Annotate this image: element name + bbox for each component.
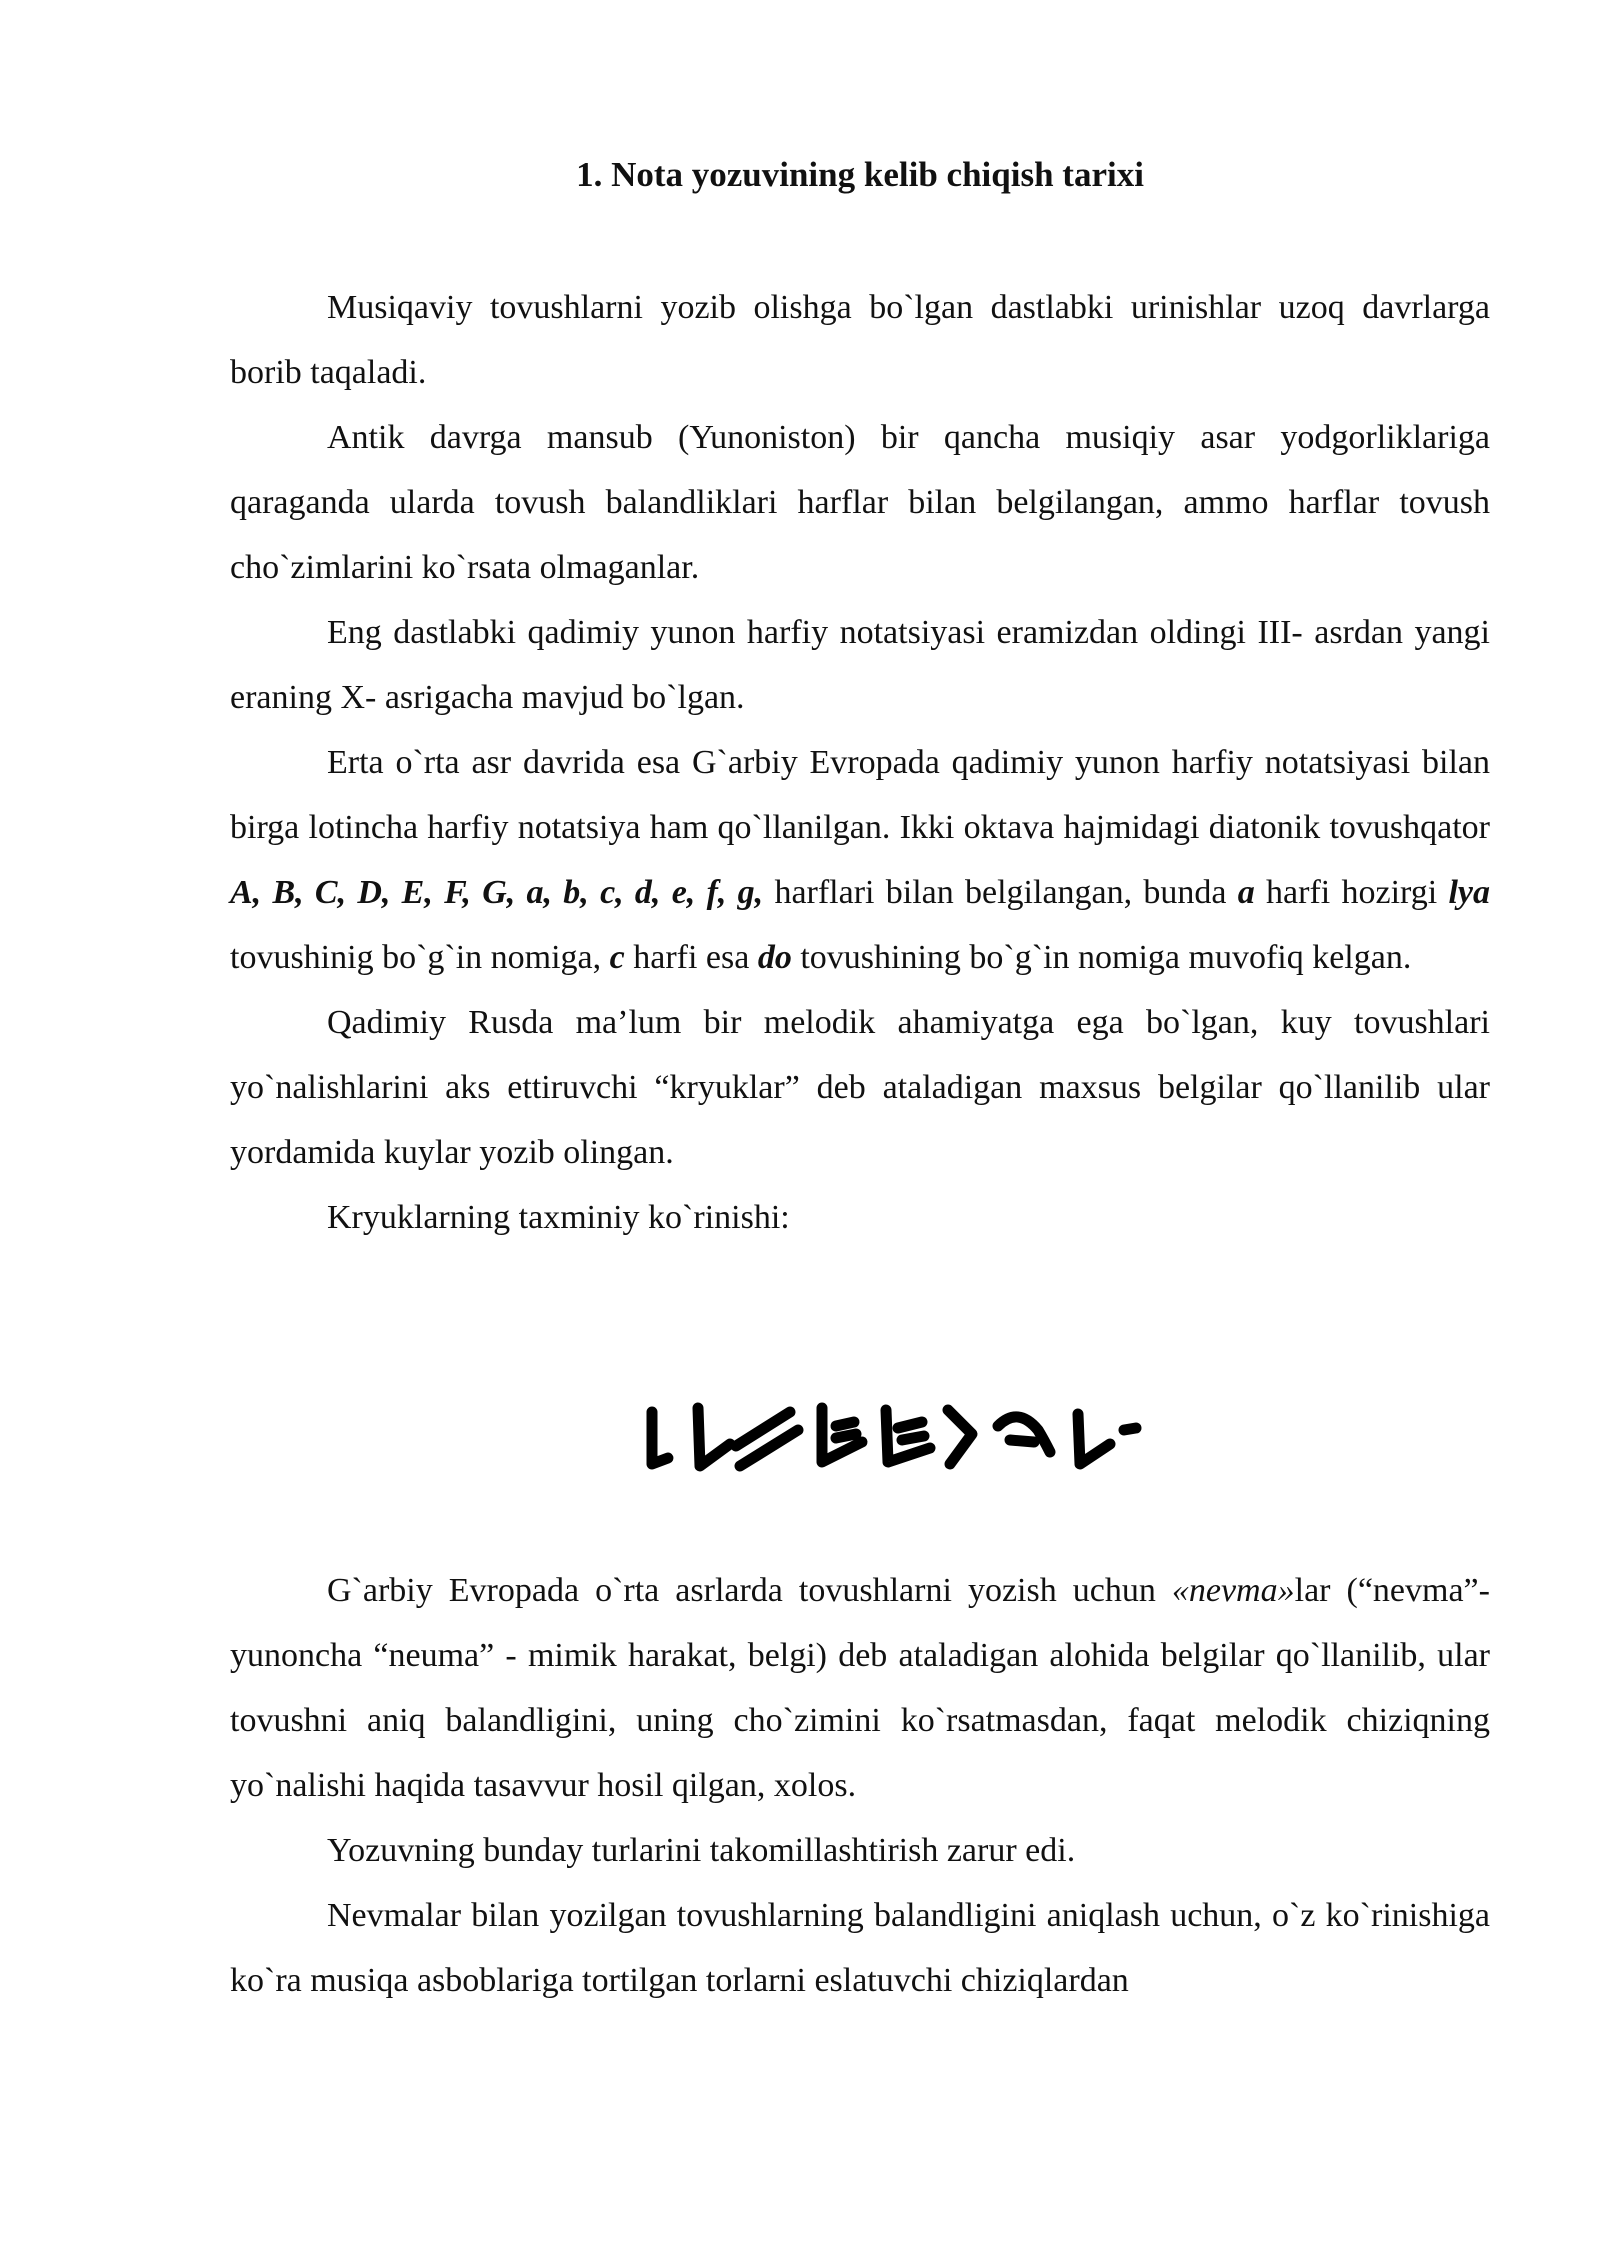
letter-a: a <box>1237 874 1255 911</box>
paragraph-7-text-1: G`arbiy Evropada o`rta asrlarda tovushlarni yozish uchun <box>327 1572 1172 1609</box>
paragraph-4-text-5: harfi esa <box>624 939 758 976</box>
nevma-term: «nevma» <box>1171 1572 1295 1609</box>
paragraph-8: Yozuvning bunday turlarini takomillashtirish zarur edi. <box>327 1832 1076 1869</box>
text-block-upper <box>230 275 1490 1250</box>
kryuk-signs-icon <box>640 1400 1170 1480</box>
kryuk-sign-6 <box>948 1410 972 1464</box>
note-letters: A, B, C, D, E, F, G, a, b, c, d, e, f, g, <box>230 874 764 911</box>
paragraph-4-text-1: Erta o`rta asr davrida esa G`arbiy Evropada qadimiy yunon harfiy notatsiyasi bilan birga lotincha harfiy notatsiya ham qo`llanilgan. Ikki oktava hajmidagi diatonik tovushqator <box>230 744 1490 846</box>
kryuk-sign-7 <box>998 1417 1050 1452</box>
paragraph-7-text-2: lar (“nevma”-yunoncha “neuma” - mimik harakat, belgi) deb ataladigan alohida belgilar qo`llanilib, ular tovushni aniq balandligini, uning cho`zimini ko`rsatmasdan, faqat melodik chiziqning yo`nalishi haqida tasavvur hosil qilgan, xolos. <box>230 1572 1490 1804</box>
syllable-lya: lya <box>1448 874 1491 911</box>
paragraph-4-text-3: harfi hozirgi <box>1254 874 1449 911</box>
syllable-do: do <box>757 939 792 976</box>
kryuk-sign-8 <box>1078 1414 1136 1464</box>
paragraph-7 <box>230 1558 1490 1818</box>
paragraph-6: Kryuklarning taxminiy ko`rinishi: <box>327 1199 790 1236</box>
paragraph-1: Musiqaviy tovushlarni yozib olishga bo`lgan dastlabki urinishlar uzoq davrlarga borib taqaladi. <box>230 289 1490 391</box>
paragraph-4 <box>230 730 1490 990</box>
paragraph-9: Nevmalar bilan yozilgan tovushlarning balandligini aniqlash uchun, o`z ko`rinishiga ko`ra musiqa asboblariga tortilgan torlarni eslatuvchi chiziqlardan <box>230 1897 1490 1999</box>
paragraph-3: Eng dastlabki qadimiy yunon harfiy notatsiyasi eramizdan oldingi III- asrdan yangi eraning X- asrigacha mavjud bo`lgan. <box>230 614 1490 716</box>
paragraph-4-text-6: tovushining bo`g`in nomiga muvofiq kelgan. <box>791 939 1412 976</box>
kryuk-sign-1 <box>652 1412 668 1464</box>
paragraph-4-text-2: harflari bilan belgilangan, bunda <box>763 874 1238 911</box>
kryuk-sign-5 <box>886 1410 930 1462</box>
kryuk-sign-3 <box>736 1412 798 1466</box>
paragraph-2: Antik davrga mansub (Yunoniston) bir qancha musiqiy asar yodgorliklariga qaraganda ularda tovush balandliklari harflar bilan belgilangan, ammo harflar tovush cho`zimlarini ko`rsata olmaganlar. <box>230 419 1490 586</box>
letter-c: c <box>609 939 625 976</box>
paragraph-5: Qadimiy Rusda ma’lum bir melodik ahamiyatga ega bo`lgan, kuy tovushlari yo`nalishlarini aks ettiruvchi “kryuklar” deb ataladigan maxsus belgilar qo`llanilib ular yordamida kuylar yozib olingan. <box>230 1004 1490 1171</box>
paragraph-4-text-4: tovushinig bo`g`in nomiga, <box>230 939 610 976</box>
page-title: 1. Nota yozuvining kelib chiqish tarixi <box>576 155 1144 194</box>
kryuk-sign-4 <box>822 1408 862 1462</box>
text-block-lower <box>230 1558 1490 2013</box>
kryuk-sign-2 <box>698 1408 730 1466</box>
